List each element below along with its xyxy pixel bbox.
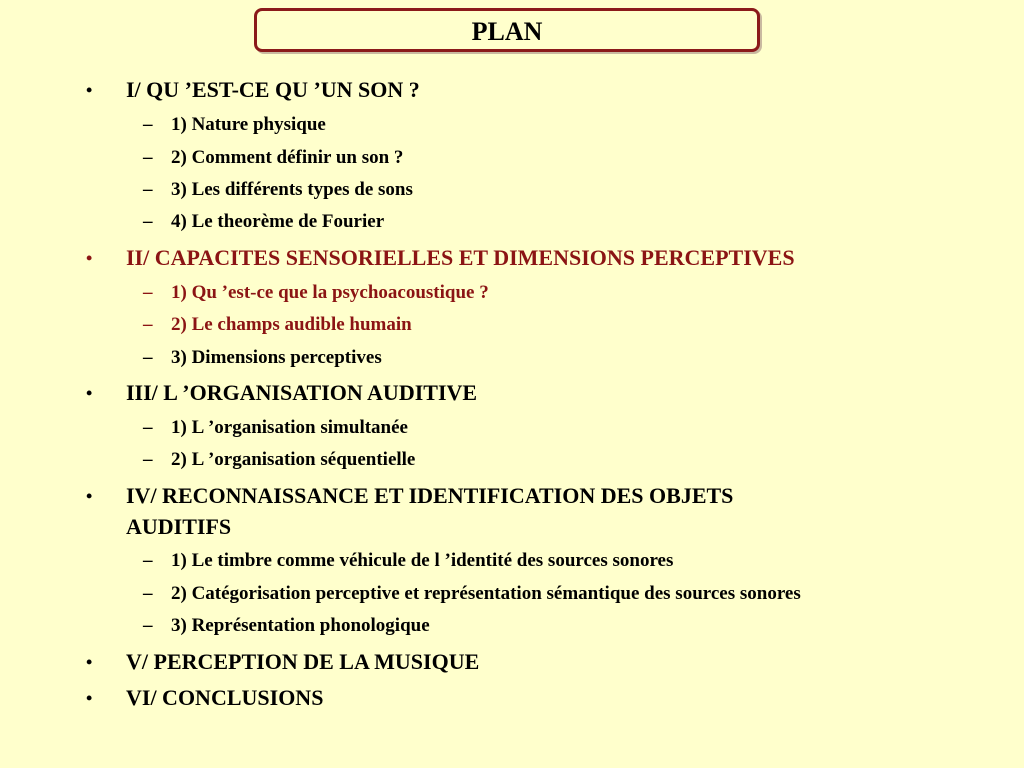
dash-icon: – [143,347,153,368]
bullet-icon: • [86,248,93,268]
bullet-icon: • [86,383,93,403]
section-2-item-1-text: 1) Qu ’est-ce que la psychoacoustique ? [171,282,489,303]
dash-icon: – [143,282,153,303]
dash-icon: – [143,211,153,232]
bullet-icon: • [86,652,93,672]
dash-icon: – [143,550,153,571]
dash-icon: – [143,147,153,168]
section-3-label: III/ L ’ORGANISATION AUDITIVE [126,380,478,405]
section-2-label: II/ CAPACITES SENSORIELLES ET DIMENSIONS PERCEPTIVES [126,245,795,270]
section-1-item-1-text: 1) Nature physique [171,114,326,135]
bullet-icon: • [86,486,93,506]
section-1-label: I/ QU ’EST-CE QU ’UN SON ? [126,77,420,102]
slide-title: PLAN [471,17,543,46]
bullet-icon: • [86,688,93,708]
section-1-item-4-text: 4) Le theorème de Fourier [171,211,385,232]
section-2-item-2-text: 2) Le champs audible humain [171,314,412,335]
section-1-item-3-text: 3) Les différents types de sons [171,179,413,200]
section-4-label-line-1: IV/ RECONNAISSANCE ET IDENTIFICATION DES OBJETS [126,483,734,508]
dash-icon: – [143,449,153,470]
section-4-label-line-2: AUDITIFS [126,514,232,539]
section-4-item-3-text: 3) Représentation phonologique [171,615,430,636]
section-4-item-2-text: 2) Catégorisation perceptive et représentation sémantique des sources sonores [171,583,801,604]
dash-icon: – [143,179,153,200]
section-2-item-3-text: 3) Dimensions perceptives [171,347,382,368]
dash-icon: – [143,417,153,438]
section-4-item-1-text: 1) Le timbre comme véhicule de l ’identité des sources sonores [171,550,674,571]
section-5-label: V/ PERCEPTION DE LA MUSIQUE [126,649,480,674]
section-3-item-2-text: 2) L ’organisation séquentielle [171,449,416,470]
dash-icon: – [143,583,153,604]
dash-icon: – [143,114,153,135]
dash-icon: – [143,615,153,636]
dash-icon: – [143,314,153,335]
title-box [254,8,760,52]
section-6-label: VI/ CONCLUSIONS [126,685,324,710]
bullet-icon: • [86,80,93,100]
section-1-item-2-text: 2) Comment définir un son ? [171,147,404,168]
section-3-item-1-text: 1) L ’organisation simultanée [171,417,408,438]
